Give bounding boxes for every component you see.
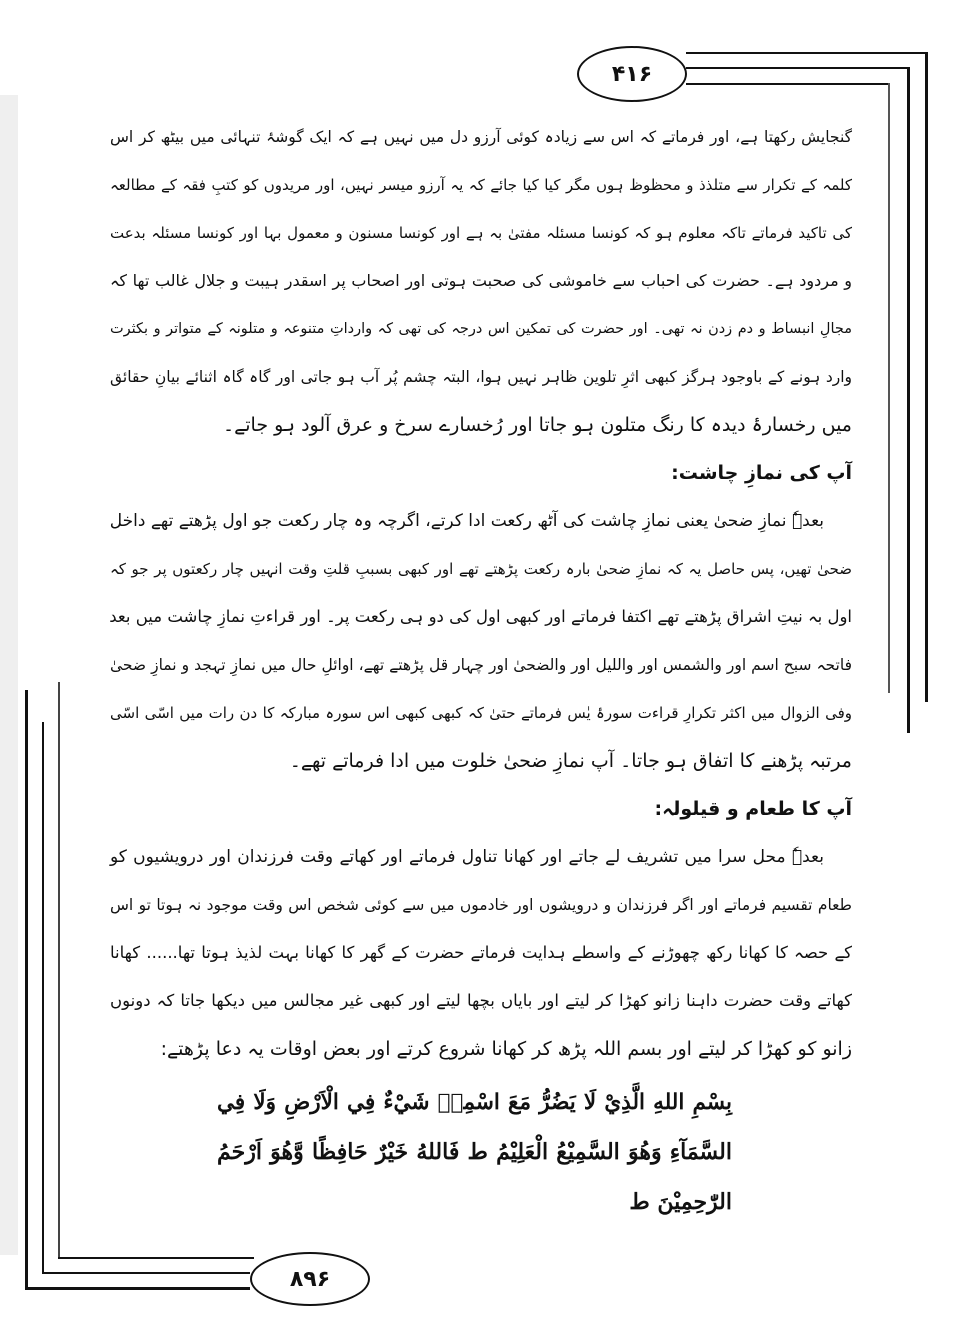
text-line: وارد ہونے کے باوجود ہرگز کبھی اثرِ تلوین ظاہر نہیں ہوا، البتہ چشم پُر آب ہو جاتی اور گاہ گاہ اثنائے بیانِ حقائق: [110, 368, 852, 386]
text-line: ضحیٰ تھیں، پس حاصل یہ کہ نمازِ ضحیٰ بارہ رکعت پڑھتے تھے اور کبھی بسببِ قلتِ وقت انہیں چار رکعتوں پر جو کہ: [110, 560, 852, 578]
text-line: میں رخسارۂ دیدہ کا رنگ متلون ہو جاتا اور رُخسارے سرخ و عرق آلود ہو جاتے۔: [222, 414, 852, 436]
text-line: و مردود ہے۔ حضرت کی احباب سے خاموشی کی صحبت ہوتی اور اصحاب پر اسقدر ہیبت و جلال غالب تھا کہ: [110, 271, 852, 290]
arabic-dua-line: بِسْمِ اللهِ الَّذِيْ لَا يَضُرُّ مَعَ اسْمِهٖ شَيْءٌ فِي الْاَرْضِ وَلَا فِي: [217, 1090, 732, 1115]
section-heading: آپ کی نمازِ چاشت:: [671, 462, 852, 484]
text-line: مجالِ انبساط و دم زدن نہ تھی۔ اور حضرت کی تمکین اس درجہ کی تھی کہ وارداتِ متنوعہ و متلونہ کے متواتر و بکثرت: [110, 321, 852, 337]
section-heading: آپ کا طعام و قیلولہ:: [654, 798, 852, 820]
text-line: کے حصہ کا کھانا رکھ چھوڑنے کے واسطے ہدایت فرماتے حضرت کے گھر کا کھانا بہت لذیذ ہوتا تھا...... کھانا: [110, 943, 852, 962]
text-line: کی تاکید فرماتے تاکہ معلوم ہو کہ کونسا مسئلہ مفتیٰ بہ ہے اور کونسا مسنون و معمول بہا اور کونسا مسئلہ بدعت: [110, 224, 852, 242]
text-line: بعدہٗ محل سرا میں تشریف لے جاتے اور کھانا تناول فرماتے اور کھاتے وقت فرزندان اور درویشیوں کو: [110, 847, 824, 867]
text-line: گنجایش رکھتا ہے، اور فرماتے کہ اس سے زیادہ کوئی آرزو دل میں نہیں ہے کہ ایک گوشۂ تنہائی میں بیٹھ کر اس: [110, 128, 852, 146]
text-line: فاتحہ سبح اسم اور والشمس اور واللیل اور والضحیٰ اور چہار قل پڑھتے تھے، اوائلِ حال میں نمازِ تہجد و نمازِ ضحیٰ: [110, 656, 852, 674]
arabic-dua-line: السَّمَآءِ وَهُوَ السَّمِيْعُ الْعَلِيْمُ ط فَاللهُ خَيْرٌ حَافِظًا وَّهُوَ اَرْحَمُ: [217, 1139, 732, 1165]
text-line: وفی الزوال میں اکثر تکرارِ قراءت سورۂ یٰس فرماتے حتیٰ کہ کبھی کبھی اس سورہ مبارکہ کا دن رات میں اسّی اسّی: [110, 704, 852, 722]
arabic-dua-line: الرّٰحِمِيْنَ ط: [629, 1189, 732, 1215]
text-line: بعدہٗ نمازِ ضحیٰ یعنی نمازِ چاشت کی آٹھ رکعت ادا کرتے، اگرچہ وہ چار رکعت جو اول پڑھتے تھے داخل: [109, 511, 824, 531]
page-number-top: ۴۱۶: [577, 46, 687, 102]
text-line: کلمہ کے تکرار سے متلذذ و محظوظ ہوں مگر کیا کیا جائے کہ یہ آرزو میسر نہیں، اور مریدوں کو کتبِ فقہ کے مطالعہ: [110, 176, 852, 194]
text-line: اول بہ نیتِ اشراق پڑھتے تھے اکتفا فرماتے اور کبھی اول کی دو ہی رکعت پر۔ اور قراءتِ نمازِ چاشت میں بعد: [109, 607, 852, 626]
text-line: مرتبہ پڑھنے کا اتفاق ہو جاتا۔ آپ نمازِ ضحیٰ خلوت میں ادا فرماتے تھے۔: [289, 750, 852, 772]
text-line: کھاتے وقت حضرت داہنا زانو کھڑا کر لیتے اور بایاں بچھا لیتے اور کبھی غیر مجالس میں دیکھا جاتا کہ دونوں: [110, 991, 852, 1010]
page-number-bottom: ۸۹۶: [250, 1252, 370, 1306]
text-line: زانو کو کھڑا کر لیتے اور بسم اللہ پڑھ کر کھانا شروع کرتے اور بعض اوقات یہ دعا پڑھتے:: [160, 1038, 852, 1060]
text-line: طعام تقسیم فرماتے اور اگر فرزندان و درویشوں اور خادموں میں سے کوئی شخص اس وقت موجود نہ ہوتا تو اس: [110, 896, 852, 914]
scan-edge-shadow: [0, 95, 18, 1255]
